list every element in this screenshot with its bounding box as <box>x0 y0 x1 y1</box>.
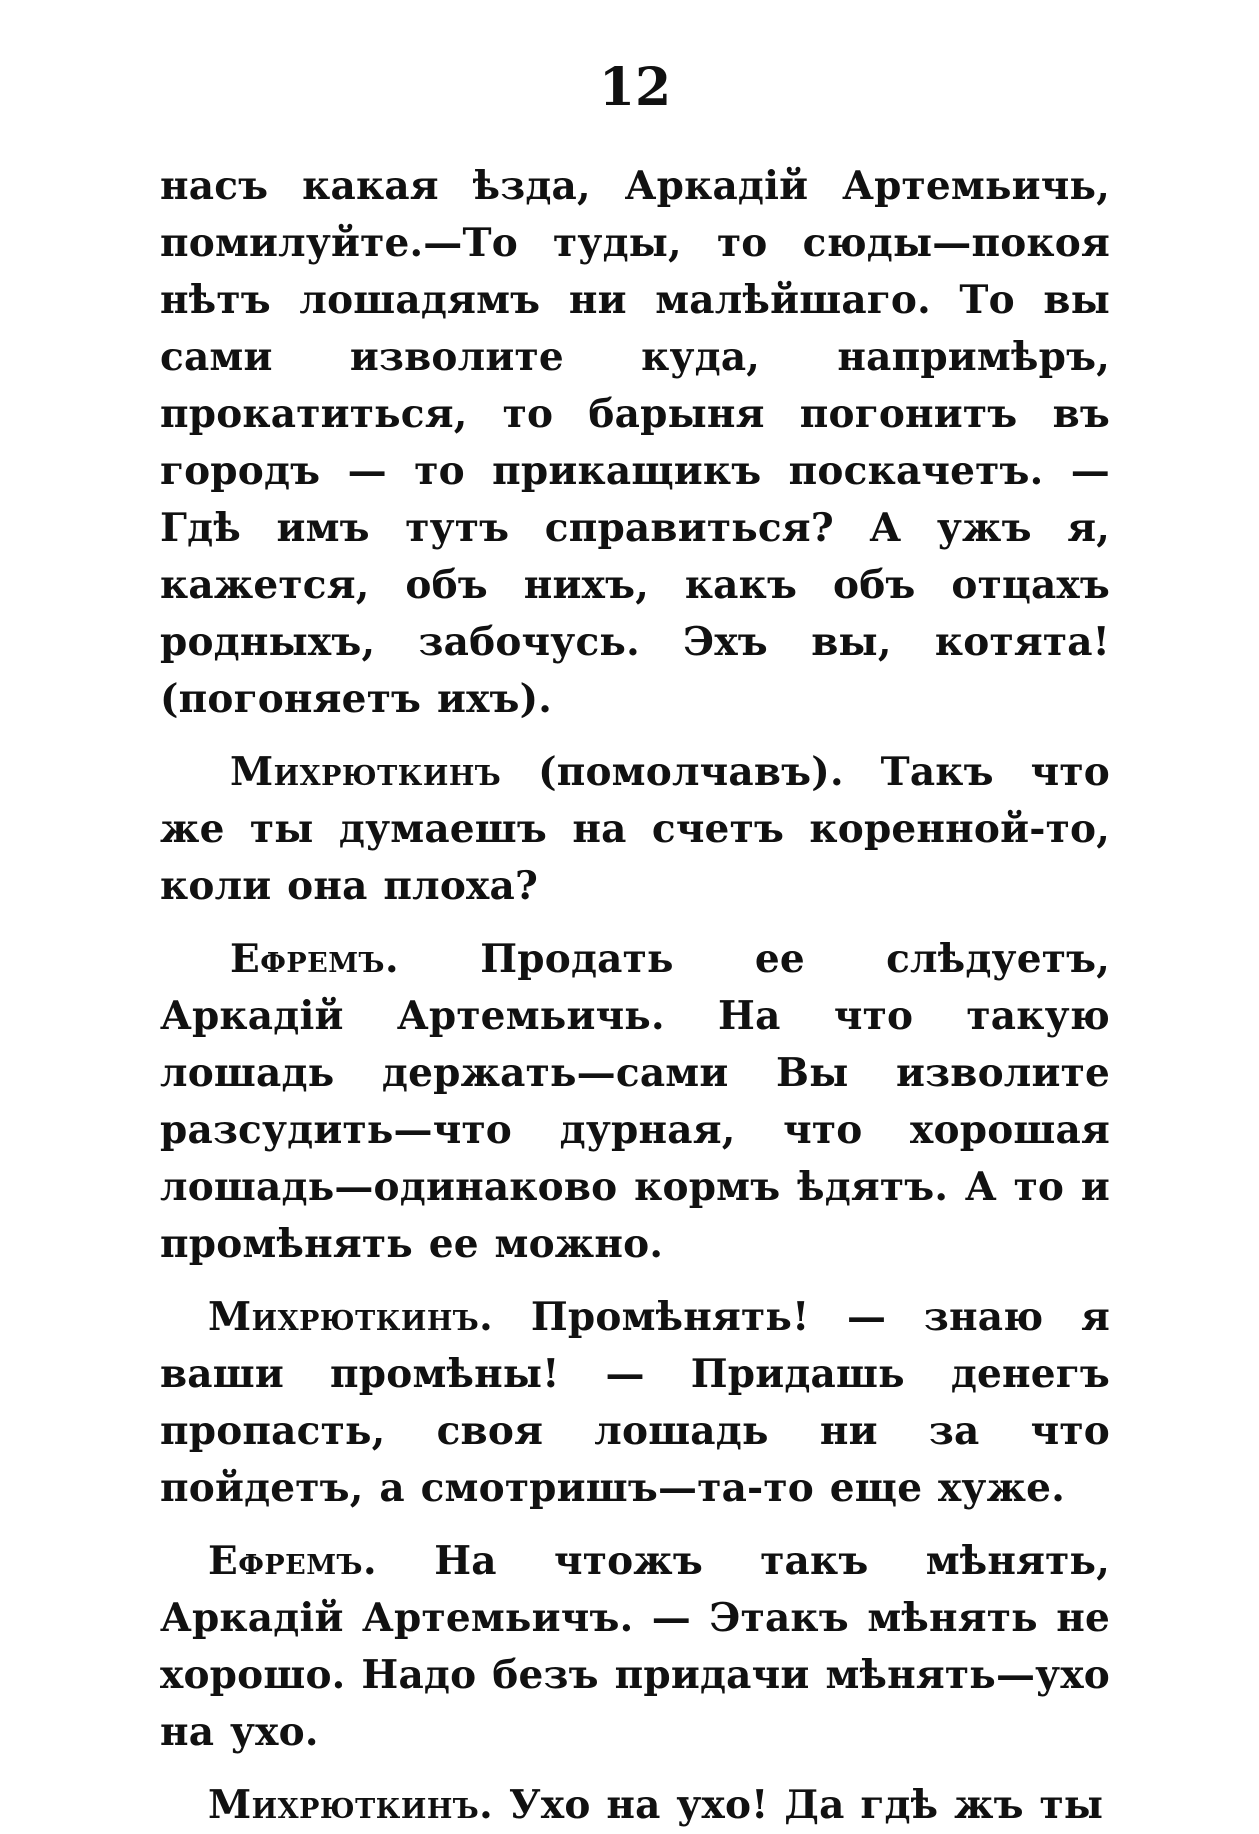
paragraph-text: Промѣнять! — знаю я ваши промѣны! — Придашь денегъ пропасть, своя лошадь ни за что пойдетъ, а смотришъ—та-то еще хуже. <box>160 1294 1110 1511</box>
speaker-name: Ефремъ. <box>230 936 400 982</box>
speaker-name: Михрюткинъ. <box>208 1294 494 1340</box>
book-page <box>160 50 1110 1828</box>
dialogue-paragraph-efrem-2 <box>160 1533 1110 1761</box>
dialogue-paragraph-efrem-1 <box>160 931 1110 1273</box>
speaker-name: Михрюткинъ <box>230 749 502 795</box>
speaker-name: Михрюткинъ. <box>208 1782 494 1828</box>
dialogue-paragraph-mikhryutkin-2 <box>160 1289 1110 1517</box>
speaker-name: Ефремъ. <box>208 1538 378 1584</box>
dialogue-paragraph-mikhryutkin-1 <box>160 744 1110 915</box>
paragraph-text: (помолчавъ). Такъ что же ты думаешъ на счетъ коренной-то, коли она плоха? <box>160 749 1110 909</box>
paragraph-text: На чтожъ такъ мѣнять, Аркадій Артемьичъ. — Этакъ мѣнять не хорошо. Надо безъ придачи мѣнять—ухо на ухо. <box>160 1538 1110 1755</box>
paragraph-text: Ухо на ухо! Да гдѣ жъ ты <box>493 1782 1104 1828</box>
paragraph-text: насъ какая ѣзда, Аркадій Артемьичь, помилуйте.—То туды, то сюды—покоя нѣтъ лошадямъ ни малѣйшаго. То вы сами изволите куда, напримѣръ, прокатиться, то барыня погонитъ въ городъ — то прикащикъ поскачетъ. — Гдѣ имъ тутъ справиться? А ужъ я, кажется, объ нихъ, какъ объ отцахъ родныхъ, забочусь. Эхъ вы, котята! (погоняетъ ихъ). <box>160 163 1110 722</box>
page-number: 12 <box>598 57 672 118</box>
paragraph-continuation <box>160 158 1110 728</box>
paragraph-text: Продать ее слѣдуетъ, Аркадій Артемьичь. На что такую лошадь держать—сами Вы изволите разсудить—что дурная, что хорошая лошадь—одинаково кормъ ѣдятъ. А то и промѣнять ее можно. <box>160 936 1110 1267</box>
